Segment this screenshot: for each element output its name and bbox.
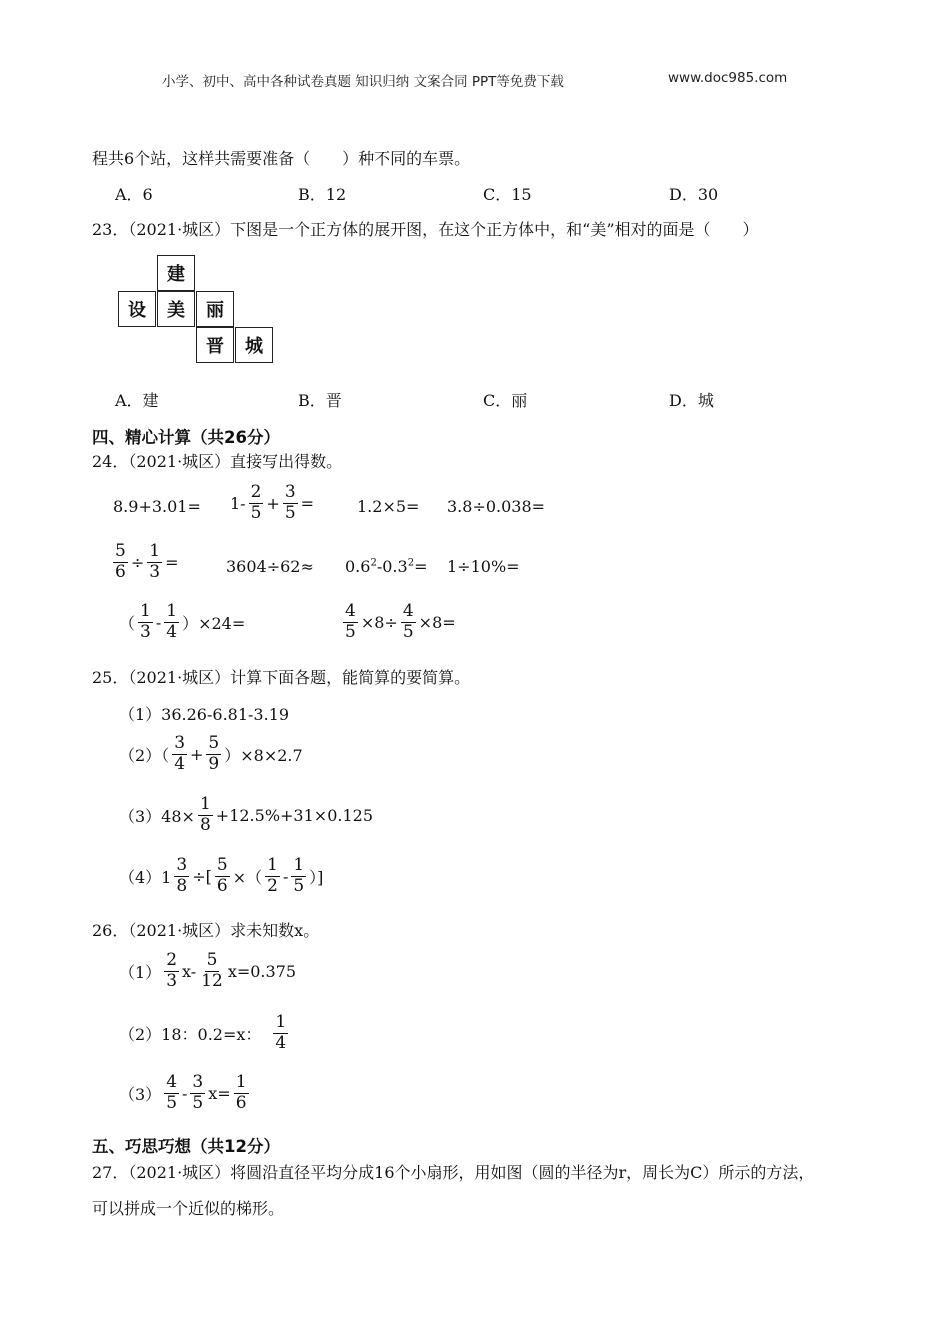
q22-option-b: B．12 [298,185,347,204]
q23-option-a: A．建 [115,391,159,410]
q26-part-1: （1） $\frac{2}{3}$ x- $\frac{5}{12}$ x=0.375 [119,950,297,991]
q25-stem: 25．（2021·城区）计算下面各题，能简算的要简算。 [92,668,471,687]
q24-r1-b: 1- $\frac{2}{5}$ + $\frac{3}{5}$ = [230,482,315,523]
net-face-li: 丽 [196,291,234,327]
q24-r2-a: $\frac{5}{6}$ ÷ $\frac{1}{3}$ = [115,541,179,582]
q24-r2-c: $0.6^2-0.3^2=$ [345,557,428,576]
q24-r1-a: 8.9+3.01= [113,497,201,516]
net-face-jin: 晋 [196,327,234,363]
q24-stem: 24．（2021·城区）直接写出得数。 [92,452,343,471]
q22-option-d: D．30 [669,185,719,204]
header-text: 小学、初中、高中各种试卷真题 知识归纳 文案合同 PPT等免费下载 [162,74,564,90]
q22-option-a: A．6 [115,185,153,204]
section-5-title: 五、巧思巧想（共12分） [92,1137,280,1156]
q24-r2-b: 3604÷62≈ [226,557,314,576]
cube-net [118,255,278,365]
q24-r1-d: 3.8÷0.038= [447,497,546,516]
net-face-jian: 建 [157,255,195,291]
q24-r2-d: 1÷10%= [447,557,520,576]
q23-option-b: B．晋 [298,391,342,410]
q24-r3-b: $\frac{4}{5}$ ×8÷ $\frac{4}{5}$ ×8= [345,601,456,642]
q26-stem: 26．（2021·城区）求未知数x。 [92,921,320,940]
q25-part-4: （4）1 $\frac{3}{8}$ ÷[ $\frac{5}{6}$ ×（ $\frac{1}{2}$ - $\frac{1}{5}$ ）] [119,855,324,896]
q22-continuation: 程共6个站，这样共需要准备（ ）种不同的车票。 [92,149,471,168]
q24-r3-a: （ $\frac{1}{3}$ - $\frac{1}{4}$ ）×24= [119,601,246,642]
q22-option-c: C．15 [483,185,532,204]
q25-part-2: （2）（ $\frac{3}{4}$ + $\frac{5}{9}$ ）×8×2.7 [119,733,303,774]
net-face-cheng: 城 [235,327,273,363]
q26-part-3: （3） $\frac{4}{5}$ - $\frac{3}{5}$ x= $\frac{1}{6}$ [119,1072,247,1113]
header-url[interactable]: www.doc985.com [668,70,788,86]
net-face-she: 设 [118,291,156,327]
q27-line-2: 可以拼成一个近似的梯形。 [92,1199,285,1218]
q23-option-d: D．城 [669,391,714,410]
net-face-mei: 美 [157,291,195,327]
q23-option-c: C．丽 [483,391,528,410]
section-4-title: 四、精心计算（共26分） [92,428,280,447]
q24-r1-c: 1.2×5= [357,497,420,516]
q25-part-3: （3）48× $\frac{1}{8}$ +12.5%+31×0.125 [119,794,373,835]
q26-part-2: （2）18：0.2=x： $\frac{1}{4}$ [119,1012,287,1053]
q23-stem: 23．（2021·城区）下图是一个正方体的展开图，在这个正方体中，和“美”相对的面是（ ） [92,220,759,239]
q25-part-1: （1）36.26-6.81-3.19 [119,705,290,724]
q27-line-1: 27．（2021·城区）将圆沿直径平均分成16个小扇形，用如图（圆的半径为r，周长为C）所示的方法， [92,1163,815,1182]
